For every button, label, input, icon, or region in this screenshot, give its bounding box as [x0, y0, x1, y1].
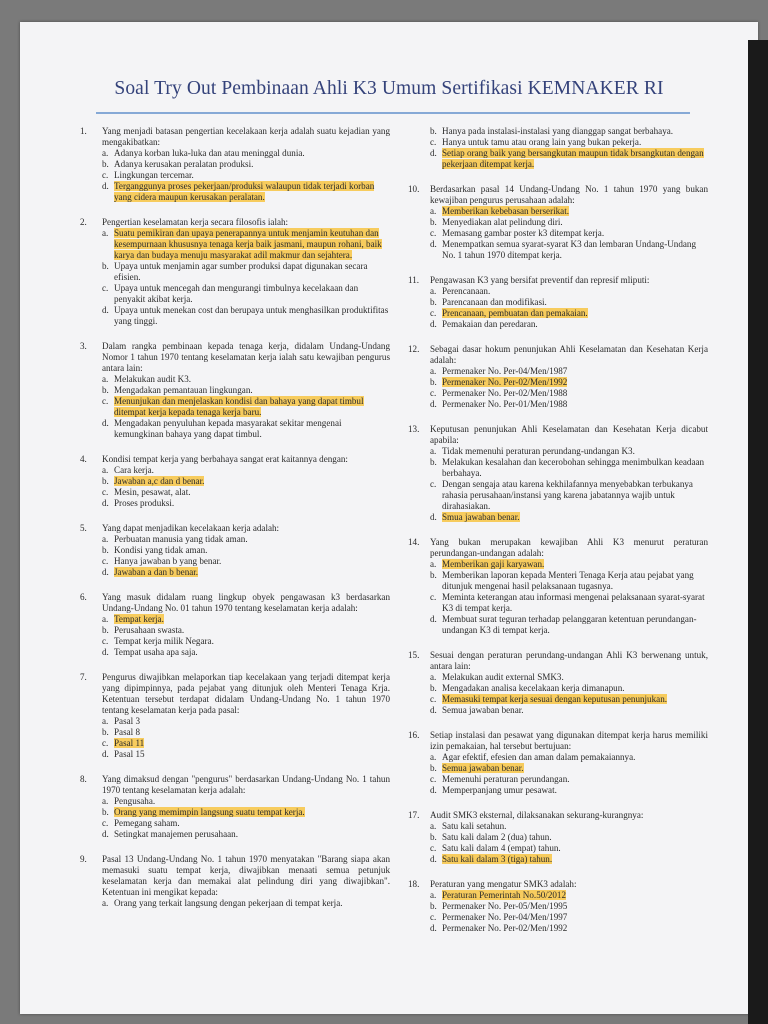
answer-option: [430, 705, 708, 716]
question-item: [80, 523, 390, 578]
answer-option: [102, 796, 390, 807]
option-letter: a.: [430, 752, 437, 762]
option-text: Kondisi yang tidak aman.: [114, 545, 208, 555]
option-text: Setingkat manajemen perusahaan.: [114, 829, 238, 839]
highlighted-answer: Terganggunya proses pekerjaan/produksi walaupun tidak terjadi korban yang cidera maupun kerusakan peralatan.: [114, 181, 375, 202]
highlighted-answer: Semua jawaban benar.: [442, 763, 524, 773]
option-text: Mengadakan pemantauan lingkungan.: [114, 385, 253, 395]
answer-option: [102, 170, 390, 181]
question-number: 4.: [80, 454, 87, 464]
question-item: [80, 854, 390, 909]
option-text: Hanya pada instalasi-instalasi yang dianggap sangat berbahaya.: [442, 126, 674, 136]
answer-option: [102, 567, 390, 578]
highlighted-answer: Memasuki tempat kerja sesuai dengan keputusan penunjukan.: [442, 694, 668, 704]
option-letter: b.: [430, 683, 437, 693]
answer-option: [430, 785, 708, 796]
option-letter: c.: [430, 774, 437, 784]
option-letter: b.: [430, 832, 437, 842]
option-text: Hanya untuk tamu atau orang lain yang bukan pekerja.: [442, 137, 642, 147]
answer-option: [430, 614, 708, 636]
answer-option: [102, 807, 390, 818]
option-letter: d.: [102, 305, 109, 315]
option-text: Pasal 15: [114, 749, 145, 759]
option-letter: d.: [102, 567, 109, 577]
answer-option: [430, 137, 708, 148]
option-letter: d.: [430, 239, 437, 249]
answer-option: [102, 283, 390, 305]
option-letter: b.: [102, 625, 109, 635]
option-text: Melakukan audit external SMK3.: [442, 672, 564, 682]
question-number: 18.: [408, 879, 420, 889]
option-letter: a.: [102, 614, 109, 624]
answer-option: [102, 476, 390, 487]
question-text: Sesuai dengan peraturan perundang-undangan Ahli K3 berwenang untuk, antara lain:: [430, 650, 708, 671]
option-text: Pasal 8: [114, 727, 141, 737]
question-number: 9.: [80, 854, 87, 864]
question-number: 10.: [408, 184, 420, 194]
option-letter: a.: [102, 465, 109, 475]
question-item: [80, 672, 390, 760]
question-item: [408, 879, 708, 934]
answer-option: [430, 388, 708, 399]
option-letter: d.: [430, 705, 437, 715]
answer-option: [102, 148, 390, 159]
answer-option: [102, 374, 390, 385]
option-letter: a.: [102, 374, 109, 384]
answer-option: [102, 159, 390, 170]
title-underline: [96, 112, 690, 114]
answer-option: [102, 228, 390, 261]
answer-option: [102, 305, 390, 327]
question-item: [408, 730, 708, 796]
answer-option: [430, 217, 708, 228]
option-text: Permenaker No. Per-02/Men/1988: [442, 388, 568, 398]
option-letter: a.: [430, 672, 437, 682]
answer-option: [102, 898, 390, 909]
question-item: [408, 424, 708, 523]
answer-option: [102, 727, 390, 738]
option-text: Adanya kerusakan peralatan produksi.: [114, 159, 254, 169]
option-letter: a.: [102, 534, 109, 544]
highlighted-answer: Permenaker No. Per-02/Men/1992: [442, 377, 568, 387]
answer-option: [430, 694, 708, 705]
option-text: Menempatkan semua syarat-syarat K3 dan lembaran Undang-Undang No. 1 tahun 1970 ditempat kerja.: [442, 239, 697, 260]
answer-option: [430, 286, 708, 297]
question-number: 13.: [408, 424, 420, 434]
question-number: 6.: [80, 592, 87, 602]
answer-option: [102, 418, 390, 440]
question-text: Yang dimaksud dengan "pengurus" berdasarkan Undang-Undang No. 1 tahun 1970 tentang keselamatan kerja adalah:: [102, 774, 390, 795]
option-letter: c.: [430, 137, 437, 147]
option-letter: a.: [430, 821, 437, 831]
question-number: 5.: [80, 523, 87, 533]
highlighted-answer: Memberikan gaji karyawan.: [442, 559, 545, 569]
question-item: [408, 344, 708, 410]
answer-option: [430, 912, 708, 923]
highlighted-answer: Satu kali dalam 3 (tiga) tahun.: [442, 854, 553, 864]
option-letter: c.: [430, 694, 437, 704]
option-text: Cara kerja.: [114, 465, 154, 475]
document-page: [20, 22, 758, 1014]
option-letter: d.: [430, 512, 437, 522]
left-column: [80, 126, 390, 923]
question-number: 11.: [408, 275, 420, 285]
question-text: Dalam rangka pembinaan kepada tenaga kerja, didalam Undang-Undang Nomor 1 tahun 1970 tentang keselamatan kerja ialah satu kewajiban pengurus antara lain:: [102, 341, 390, 373]
highlighted-answer: Smua jawaban benar.: [442, 512, 520, 522]
question-number: 15.: [408, 650, 420, 660]
question-item: [80, 341, 390, 440]
option-letter: b.: [430, 570, 437, 580]
question-number: 14.: [408, 537, 420, 547]
answer-option: [430, 672, 708, 683]
question-number: 7.: [80, 672, 87, 682]
option-text: Satu kali setahun.: [442, 821, 507, 831]
answer-option: [430, 854, 708, 865]
option-text: Dengan sengaja atau karena kekhilafannya menyebabkan terbukanya rahasia perusahaan/instansi yang karena jabatannya wajib untuk dirahasiakan.: [442, 479, 693, 511]
option-text: Perbuatan manusia yang tidak aman.: [114, 534, 248, 544]
question-item: [408, 184, 708, 261]
answer-option: [430, 457, 708, 479]
question-item: [408, 810, 708, 865]
option-text: Pengusaha.: [114, 796, 156, 806]
question-text: Keputusan penunjukan Ahli Keselamatan dan Kesehatan Kerja dicabut apabila:: [430, 424, 708, 445]
option-text: Perencanaan.: [442, 286, 491, 296]
answer-option: [430, 683, 708, 694]
option-text: Satu kali dalam 2 (dua) tahun.: [442, 832, 552, 842]
answer-option: [430, 446, 708, 457]
highlighted-answer: Jawaban a,c dan d benar.: [114, 476, 205, 486]
answer-option: [102, 396, 390, 418]
question-text: Peraturan yang mengatur SMK3 adalah:: [430, 879, 577, 889]
question-number: 12.: [408, 344, 420, 354]
answer-option: [430, 890, 708, 901]
answer-option: [430, 512, 708, 523]
option-text: Agar efektif, efesien dan aman dalam pemakaiannya.: [442, 752, 636, 762]
answer-option: [102, 181, 390, 203]
option-text: Pasal 3: [114, 716, 141, 726]
option-letter: d.: [430, 785, 437, 795]
scan-edge-shadow: [748, 40, 768, 1024]
option-text: Upaya untuk menjamin agar sumber produksi dapat digunakan secara efisien.: [114, 261, 368, 282]
option-text: Orang yang terkait langsung dengan pekerjaan di tempat kerja.: [114, 898, 343, 908]
option-letter: d.: [430, 148, 437, 158]
option-text: Menyediakan alat pelindung diri.: [442, 217, 563, 227]
option-letter: c.: [102, 396, 109, 406]
option-letter: c.: [430, 308, 437, 318]
answer-option: [430, 843, 708, 854]
question-text: Sebagai dasar hokum penunjukan Ahli Keselamatan dan Kesehatan Kerja adalah:: [430, 344, 708, 365]
question-item: [408, 650, 708, 716]
answer-option: [430, 832, 708, 843]
option-text: Lingkungan tercemar.: [114, 170, 194, 180]
highlighted-answer: Memberikan kebebasan berserikat.: [442, 206, 570, 216]
question-text: Yang menjadi batasan pengertian kecelakaan kerja adalah suatu kejadian yang mengakibatkan:: [102, 126, 390, 147]
option-letter: b.: [102, 807, 109, 817]
answer-option: [102, 556, 390, 567]
option-letter: a.: [430, 206, 437, 216]
option-letter: d.: [102, 498, 109, 508]
question-9-continued: [408, 126, 708, 170]
option-letter: d.: [430, 854, 437, 864]
answer-option: [102, 716, 390, 727]
option-letter: b.: [102, 385, 109, 395]
answer-option: [430, 366, 708, 377]
option-text: Melakukan audit K3.: [114, 374, 192, 384]
answer-option: [430, 228, 708, 239]
option-text: Permenaker No. Per-04/Men/1987: [442, 366, 568, 376]
answer-option: [102, 749, 390, 760]
highlighted-answer: Setiap orang baik yang bersangkutan maupun tidak brsangkutan dengan pekerjaan ditempat kerja.: [442, 148, 704, 169]
option-text: Mengadakan penyuluhan kepada masyarakat sekitar mengenai kemungkinan bahaya yang dapat timbul.: [114, 418, 342, 439]
question-item: [80, 217, 390, 327]
question-number: 17.: [408, 810, 420, 820]
question-text: Pengawasan K3 yang bersifat preventif dan represif mliputi:: [430, 275, 650, 285]
option-text: Permenaker No. Per-05/Men/1995: [442, 901, 568, 911]
option-letter: d.: [102, 647, 109, 657]
answer-option: [430, 399, 708, 410]
question-text: Yang bukan merupakan kewajiban Ahli K3 menurut peraturan perundangan-undangan adalah:: [430, 537, 708, 558]
option-letter: c.: [430, 592, 437, 602]
highlighted-answer: Jawaban a dan b benar.: [114, 567, 199, 577]
option-letter: c.: [430, 479, 437, 489]
answer-option: [430, 126, 708, 137]
option-text: Proses produksi.: [114, 498, 175, 508]
question-text: Pengurus diwajibkan melaporkan tiap kecelakaan yang terjadi ditempat kerja yang dipimpinnya, pada pejabat yang ditunjuk oleh Menteri Tenaga Krja. Ketentuan tersebut terdapat didalam Undang-Undang No. 1 tahun 1970 tentang keselamatan kerja pada pasal:: [102, 672, 390, 715]
option-text: Memenuhi peraturan perundangan.: [442, 774, 570, 784]
option-text: Permenaker No. Per-01/Men/1988: [442, 399, 568, 409]
option-text: Permenaker No. Per-04/Men/1997: [442, 912, 568, 922]
answer-option: [430, 297, 708, 308]
question-text: Yang masuk didalam ruang lingkup obyek pengawasan k3 berdasarkan Undang-Undang No. 01 tahun 1970 tentang keselamatan kerja adalah:: [102, 592, 390, 613]
option-text: Perusahaan swasta.: [114, 625, 185, 635]
question-number: 2.: [80, 217, 87, 227]
option-text: Memasang gambar poster k3 ditempat kerja.: [442, 228, 605, 238]
option-letter: b.: [430, 377, 437, 387]
question-number: 3.: [80, 341, 87, 351]
answer-option: [102, 534, 390, 545]
answer-option: [430, 592, 708, 614]
answer-option: [430, 752, 708, 763]
option-letter: c.: [102, 487, 109, 497]
option-letter: b.: [430, 297, 437, 307]
option-text: Adanya korban luka-luka dan atau meninggal dunia.: [114, 148, 305, 158]
option-letter: c.: [430, 912, 437, 922]
option-text: Upaya untuk menekan cost dan berupaya untuk menghasilkan produktifitas yang tinggi.: [114, 305, 389, 326]
question-item: [80, 126, 390, 203]
highlighted-answer: Orang yang memimpin langsung suatu tempat kerja.: [114, 807, 305, 817]
answer-option: [430, 319, 708, 330]
option-text: Memperpanjang umur pesawat.: [442, 785, 557, 795]
answer-option: [430, 559, 708, 570]
answer-option: [430, 479, 708, 512]
highlighted-answer: Suatu pemikiran dan upaya penerapannya untuk menjamin keutuhan dan kesempurnaan khususnya tenaga kerja baik jasmani, maupun rohani, baik karya dan budaya menuju masyarakat adil makmur dan sejahtera.: [114, 228, 382, 260]
question-text: Setiap instalasi dan pesawat yang digunakan ditempat kerja harus memiliki izin pemakaian, hal tersebut bertujuan:: [430, 730, 708, 751]
option-letter: a.: [102, 148, 109, 158]
option-letter: d.: [430, 923, 437, 933]
answer-option: [430, 308, 708, 319]
option-letter: c.: [430, 843, 437, 853]
answer-option: [430, 821, 708, 832]
answer-option: [102, 647, 390, 658]
highlighted-answer: Pasal 11: [114, 738, 145, 748]
answer-option: [430, 763, 708, 774]
answer-option: [102, 498, 390, 509]
option-letter: b.: [430, 217, 437, 227]
question-text: Pengertian keselamatan kerja secara filosofis ialah:: [102, 217, 289, 227]
option-text: Parencanaan dan modifikasi.: [442, 297, 547, 307]
option-text: Pemegang saham.: [114, 818, 180, 828]
option-letter: b.: [102, 159, 109, 169]
question-text: Pasal 13 Undang-Undang No. 1 tahun 1970 menyatakan "Barang siapa akan memasuki suatu tempat kerja, diwajibkan menaati semua petunjuk keselamatan kerja dan memakai alat pelindung diri yang diwajibkan". Ketentuan ini mengikat kepada:: [102, 854, 390, 897]
question-text: Berdasarkan pasal 14 Undang-Undang No. 1 tahun 1970 yang bukan kewajiban pengurus perusahaan adalah:: [430, 184, 708, 205]
option-letter: b.: [102, 476, 109, 486]
option-letter: d.: [102, 749, 109, 759]
answer-option: [430, 774, 708, 785]
answer-option: [430, 901, 708, 912]
option-letter: c.: [102, 636, 109, 646]
option-letter: a.: [102, 716, 109, 726]
answer-option: [430, 570, 708, 592]
option-letter: c.: [430, 388, 437, 398]
question-number: 8.: [80, 774, 87, 784]
option-letter: b.: [102, 261, 109, 271]
option-letter: c.: [102, 556, 109, 566]
option-text: Tempat kerja milik Negara.: [114, 636, 214, 646]
answer-option: [102, 487, 390, 498]
highlighted-answer: Peraturan Pemerintah No.50/2012: [442, 890, 567, 900]
answer-option: [430, 239, 708, 261]
question-text: Yang dapat menjadikan kecelakaan kerja adalah:: [102, 523, 280, 533]
option-text: Membuat surat teguran terhadap pelanggaran ketentuan perundangan-undangan K3 di tempat kerja.: [442, 614, 697, 635]
option-letter: a.: [430, 890, 437, 900]
option-letter: b.: [430, 763, 437, 773]
option-text: Upaya untuk mencegah dan mengurangi timbulnya kecelakaan dan penyakit akibat kerja.: [114, 283, 359, 304]
page-title: Soal Try Out Pembinaan Ahli K3 Umum Sertifikasi KEMNAKER RI: [114, 78, 664, 99]
answer-option: [102, 385, 390, 396]
answer-option: [430, 377, 708, 388]
option-letter: d.: [102, 418, 109, 428]
answer-option: [102, 261, 390, 283]
question-item: [80, 774, 390, 840]
option-text: Meminta keterangan atau informasi mengenai pelaksanaan syarat-syarat K3 di tempat kerja.: [442, 592, 705, 613]
question-text: Audit SMK3 eksternal, dilaksanakan sekurang-kurangnya:: [430, 810, 644, 820]
highlighted-answer: Prencanaan, pembuatan dan pemakaian.: [442, 308, 588, 318]
option-letter: d.: [430, 319, 437, 329]
question-number: 1.: [80, 126, 87, 136]
answer-option: [102, 614, 390, 625]
option-letter: a.: [102, 228, 109, 238]
answer-option: [102, 818, 390, 829]
option-text: Tempat usaha apa saja.: [114, 647, 198, 657]
answer-option: [102, 829, 390, 840]
option-letter: a.: [430, 559, 437, 569]
option-letter: c.: [430, 228, 437, 238]
option-text: Satu kali dalam 4 (empat) tahun.: [442, 843, 561, 853]
option-text: Hanya jawaban b yang benar.: [114, 556, 222, 566]
option-letter: c.: [102, 283, 109, 293]
option-text: Permenaker No. Per-02/Men/1992: [442, 923, 568, 933]
option-letter: a.: [430, 286, 437, 296]
question-item: [80, 592, 390, 658]
question-number: 16.: [408, 730, 420, 740]
option-letter: b.: [102, 545, 109, 555]
answer-option: [102, 625, 390, 636]
option-text: Mengadakan analisa kecelakaan kerja dimanapun.: [442, 683, 625, 693]
option-letter: c.: [102, 738, 109, 748]
option-letter: a.: [430, 366, 437, 376]
answer-option: [430, 148, 708, 170]
option-text: Pemakaian dan peredaran.: [442, 319, 538, 329]
option-text: Melakukan kesalahan dan kecerobohan sehingga menimbulkan keadaan berbahaya.: [442, 457, 705, 478]
option-letter: d.: [430, 614, 437, 624]
highlighted-answer: Tempat kerja.: [114, 614, 164, 624]
option-letter: c.: [102, 818, 109, 828]
option-text: Memberikan laporan kepada Menteri Tenaga Kerja atau pejabat yang ditunjuk mengenai hasil pelaksanaan tugasnya.: [442, 570, 694, 591]
option-letter: d.: [102, 181, 109, 191]
option-letter: b.: [102, 727, 109, 737]
answer-option: [102, 465, 390, 476]
answer-option: [102, 738, 390, 749]
right-column: [408, 126, 708, 948]
option-letter: b.: [430, 126, 437, 136]
question-text: Kondisi tempat kerja yang berbahaya sangat erat kaitannya dengan:: [102, 454, 348, 464]
option-letter: d.: [102, 829, 109, 839]
option-letter: b.: [430, 457, 437, 467]
question-item: [408, 537, 708, 636]
option-text: Tidak memenuhi peraturan perundang-undangan K3.: [442, 446, 635, 456]
answer-option: [102, 636, 390, 647]
answer-option: [430, 206, 708, 217]
question-item: [80, 454, 390, 509]
answer-option: [102, 545, 390, 556]
option-letter: a.: [102, 898, 109, 908]
option-letter: a.: [430, 446, 437, 456]
option-text: Semua jawaban benar.: [442, 705, 524, 715]
answer-option: [430, 923, 708, 934]
option-text: Mesin, pesawat, alat.: [114, 487, 191, 497]
option-letter: d.: [430, 399, 437, 409]
option-letter: b.: [430, 901, 437, 911]
highlighted-answer: Menunjukan dan menjelaskan kondisi dan bahaya yang dapat timbul ditempat kerja kepada tenaga kerja baru.: [114, 396, 364, 417]
option-letter: c.: [102, 170, 109, 180]
question-item: [408, 275, 708, 330]
option-letter: a.: [102, 796, 109, 806]
